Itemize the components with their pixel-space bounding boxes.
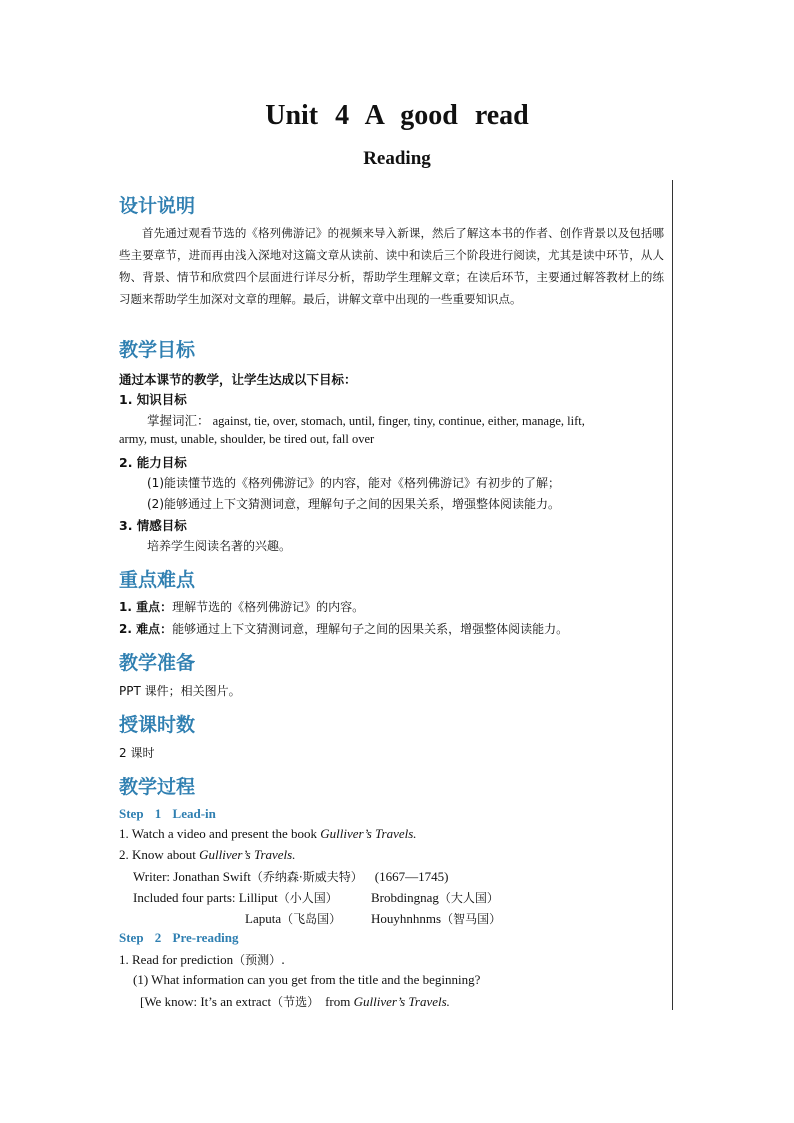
- part-laputa-cn: （飞岛国）: [281, 912, 342, 926]
- page-subtitle: Reading: [363, 148, 431, 169]
- book-title: Gulliver’s Travels.: [320, 826, 417, 841]
- step-2-line-1-text: 1. Read for prediction: [119, 952, 234, 967]
- part-laputa: Laputa: [245, 911, 282, 926]
- book-title: Gulliver’s Travels.: [353, 994, 450, 1009]
- margin-rule: [672, 180, 673, 1010]
- step-1-parts-line-c: [245, 910, 341, 927]
- ability-goal-text-1: (1)能读懂节选的《格列佛游记》的内容，能对《格列佛游记》有初步的了解；: [147, 476, 561, 490]
- section-heading-goals: 教学目标: [119, 339, 196, 361]
- emotion-goal-title: 3. 情感目标: [119, 518, 187, 533]
- hours-text: 2 课时: [119, 746, 155, 760]
- goals-intro: 通过本课节的教学，让学生达成以下目标：: [119, 372, 357, 387]
- part-houyhnhnms: Houyhnhnms: [371, 911, 442, 926]
- writer-name: Writer: Jonathan Swift: [133, 869, 251, 884]
- emotion-goal-text: 培养学生阅读名著的兴趣。: [147, 539, 292, 553]
- step-2-heading: Step 2 Pre-reading: [119, 930, 239, 945]
- writer-years: (1667—1745): [374, 869, 449, 884]
- knowledge-goal-title: 1. 知识目标: [119, 392, 187, 407]
- part-brobdingnag-cn: （大人国）: [438, 891, 499, 905]
- knowledge-goal-text-1: 掌握词汇： against, tie, over, stomach, until, finger, tiny, continue, either, manage, lift,: [147, 414, 585, 428]
- book-title: Gulliver’s Travels.: [199, 847, 296, 862]
- step-2-question: (1) What information can you get from the title and the beginning?: [133, 972, 481, 987]
- answer-text-cn: （节选）: [271, 995, 320, 1009]
- step-2-line-1: [119, 951, 285, 968]
- step-2-line-1-cn: （预测）.: [233, 953, 285, 967]
- section-heading-prep: 教学准备: [119, 652, 196, 674]
- page-title: Unit 4 A good read: [265, 100, 529, 131]
- part-lilliput: Included four parts: Lilliput: [133, 890, 278, 905]
- key-point-text: 理解节选的《格列佛游记》的内容。: [172, 600, 365, 614]
- ability-goal-text-2: (2)能够通过上下文猜测词意，理解句子之间的因果关系，增强整体阅读能力。: [147, 497, 561, 511]
- section-heading-hours: 授课时数: [119, 714, 196, 736]
- design-paragraph: 首先通过观看节选的《格列佛游记》的视频来导入新课，然后了解这本书的作者、创作背景以及包括哪些主要章节，进而再由浅入深地对这篇文章从读前、读中和读后三个阶段进行阅读，尤其是读中环节，从人物、背景、情节和欣赏四个层面进行详尽分析，帮助学生理解文章；在读后环节，主要通过解答教材上的练习题来帮助学生加深对文章的理解。最后，讲解文章中出现的一些重要知识点。: [119, 226, 664, 306]
- answer-text: [We know: It’s an extract: [140, 994, 272, 1009]
- writer-name-cn: （乔纳森·斯威夫特）: [250, 870, 363, 884]
- difficult-point-label: 2. 难点：: [119, 622, 173, 636]
- difficult-point-line: [119, 620, 568, 637]
- step-1-parts-line: [133, 889, 338, 906]
- step-1-line-2-text: 2. Know about: [119, 847, 200, 862]
- prep-text: PPT 课件；相关图片。: [119, 684, 241, 698]
- section-heading-key: 重点难点: [119, 569, 196, 591]
- key-point-line: [119, 598, 364, 615]
- ability-goal-title: 2. 能力目标: [119, 455, 187, 470]
- part-houyhnhnms-cn: （智马国）: [441, 912, 502, 926]
- step-1-writer-line: [133, 868, 448, 885]
- step-1-line-1-text: 1. Watch a video and present the book: [119, 826, 321, 841]
- step-1-line-2: [119, 847, 295, 863]
- difficult-point-text: 能够通过上下文猜测词意，理解句子之间的因果关系，增强整体阅读能力。: [172, 622, 569, 636]
- section-heading-design: 设计说明: [119, 195, 196, 217]
- part-lilliput-cn: （小人国）: [277, 891, 338, 905]
- answer-from: from: [325, 994, 354, 1009]
- key-point-label: 1. 重点：: [119, 600, 173, 614]
- step-1-parts-line-d: [371, 910, 501, 927]
- part-brobdingnag: Brobdingnag: [371, 890, 439, 905]
- step-2-answer: [140, 993, 450, 1010]
- step-1-line-1: [119, 826, 417, 842]
- step-1-parts-line-b: [371, 889, 499, 906]
- knowledge-goal-text-2: army, must, unable, shoulder, be tired out, fall over: [119, 432, 375, 446]
- section-heading-process: 教学过程: [119, 776, 196, 798]
- step-1-heading: Step 1 Lead-in: [119, 806, 216, 821]
